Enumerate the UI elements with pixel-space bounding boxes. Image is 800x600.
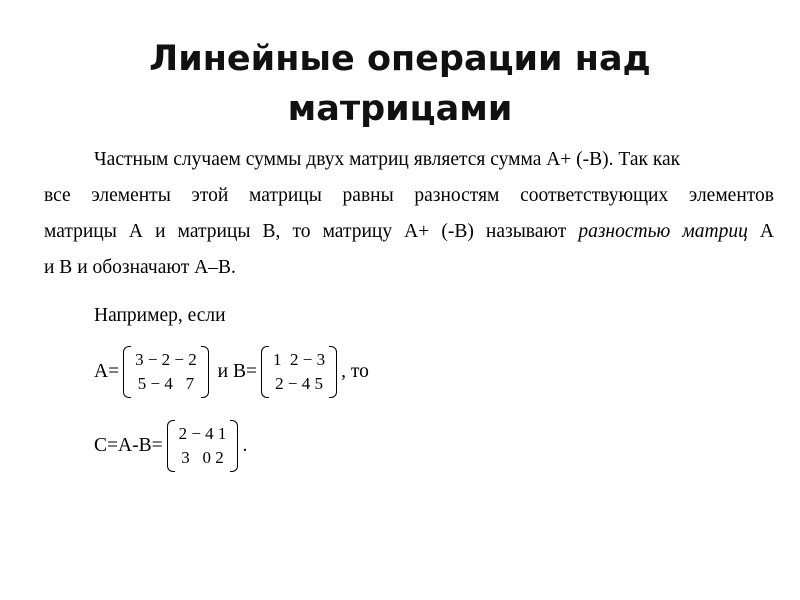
- equation-a-lhs: А=: [94, 361, 120, 382]
- example-intro: Например, если: [94, 305, 226, 326]
- matrix-b-row-1: 1 2 − 3: [272, 350, 326, 369]
- slide-title: [0, 34, 800, 134]
- equation-2-tail: .: [242, 435, 248, 456]
- matrix-b-left-bracket: [261, 346, 269, 398]
- matrix-b: [261, 346, 337, 398]
- equation-c-lhs: С=А-В=: [94, 435, 163, 456]
- equation-a-b: [94, 346, 369, 398]
- matrix-c-row-2: 3 0 2: [181, 448, 224, 467]
- matrix-a-row-2: 5 − 4 7: [137, 374, 195, 393]
- matrix-a: [123, 346, 209, 398]
- paragraph-line-3-end: А: [747, 221, 775, 242]
- matrix-b-row-2: 2 − 4 5: [275, 374, 323, 393]
- paragraph-line-1: Частным случаем суммы двух матриц является сумма А+ (-В). Так как: [94, 149, 681, 170]
- title-line-2: матрицами: [287, 89, 513, 129]
- definition-paragraph: [44, 142, 774, 286]
- equation-b-lhs: и В=: [212, 361, 257, 382]
- paragraph-line-4: и В и обозначают А–В.: [44, 257, 236, 278]
- matrix-a-right-bracket: [201, 346, 209, 398]
- matrix-b-right-bracket: [329, 346, 337, 398]
- paragraph-line-3-start: матрицы А и матрицы В, то матрицу А+ (-В) называют: [44, 221, 579, 242]
- equation-1-tail: , то: [341, 361, 369, 382]
- title-line-1: Линейные операции над: [149, 39, 651, 79]
- matrix-c-right-bracket: [230, 420, 238, 472]
- paragraph-line-3: [44, 214, 774, 250]
- matrix-a-left-bracket: [123, 346, 131, 398]
- matrix-c-left-bracket: [167, 420, 175, 472]
- paragraph-line-2: все элементы этой матрицы равны разностям соответствующих элементов: [44, 185, 774, 206]
- italic-term: разностью матриц: [578, 221, 748, 242]
- matrix-a-row-1: 3 − 2 − 2: [135, 350, 197, 369]
- equation-c: [94, 420, 247, 472]
- matrix-c: [167, 420, 239, 472]
- matrix-c-row-1: 2 − 4 1: [178, 424, 227, 443]
